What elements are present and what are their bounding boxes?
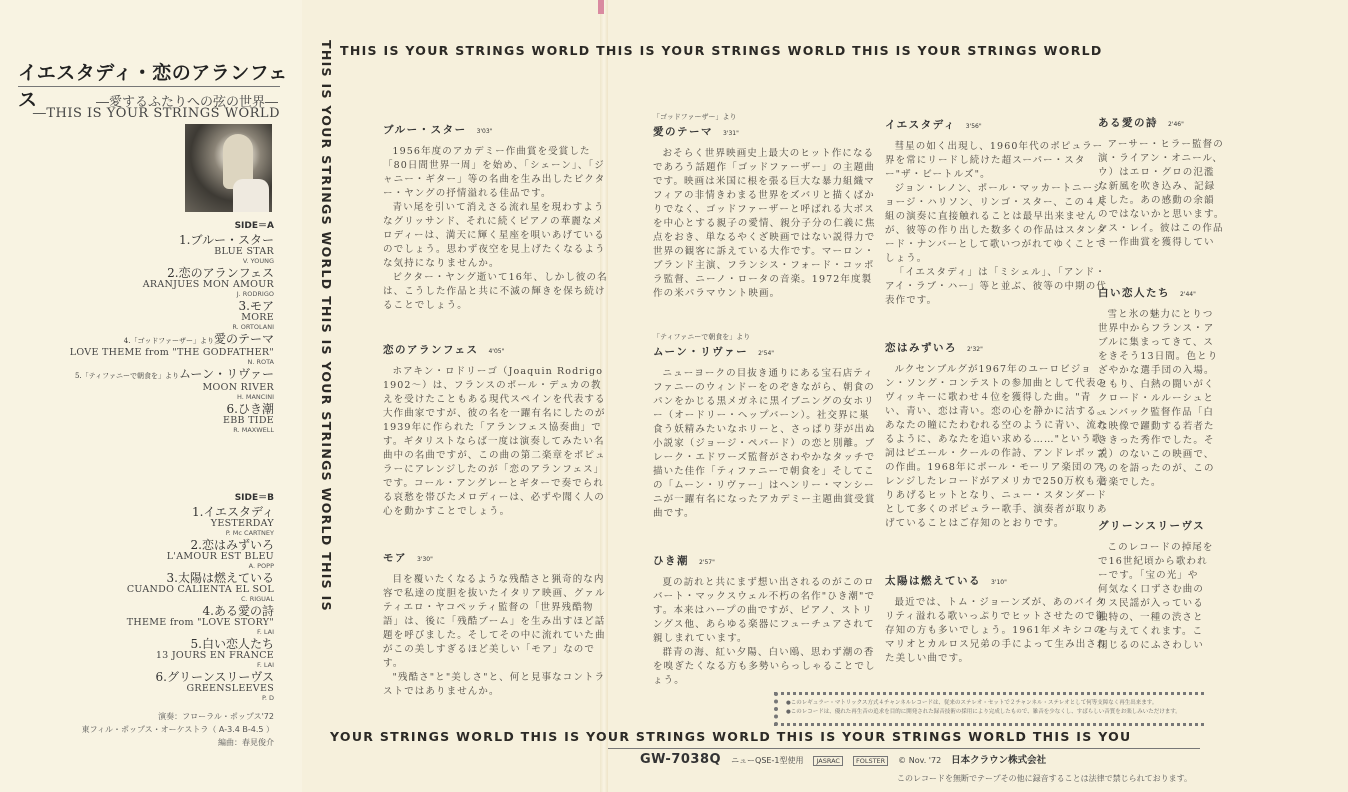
liner-note-section	[653, 332, 879, 521]
note-title-text: 白い恋人たち	[1098, 287, 1170, 299]
track-title-en: CUANDO CALIENTA EL SOL	[126, 584, 274, 595]
note-title	[1098, 285, 1348, 300]
track-title-en: 13 JOURS EN FRANCE	[155, 650, 274, 661]
note-paragraph: ました。あの感動の余韻	[1098, 195, 1215, 206]
note-paragraph: ブルに集まってきて、ス	[1098, 337, 1215, 348]
note-title-text: 愛のテーマ	[653, 126, 713, 138]
note-title-text: モア	[383, 552, 407, 564]
track-title-jp	[0, 333, 274, 348]
publisher: 日本クラウン株式会社	[951, 755, 1047, 766]
note-duration: 3'03"	[476, 128, 493, 135]
liner-note-section	[383, 122, 609, 313]
note-paragraph: 最近では、トム・ジョーンズが、あのバイタリティ溢れる歌いっぷりでヒットさせたので御存知の方も多いでしょう。1961年メキシコのマリオとカルロス兄弟の手によって生み出された美しい曲です。	[885, 597, 1108, 664]
liner-note-section	[885, 117, 1111, 308]
track-title-en: MORE	[241, 312, 274, 323]
track-item	[0, 333, 274, 366]
track-item	[0, 403, 274, 434]
track-title-en: YESTERDAY	[210, 518, 274, 529]
copyright-date: © Nov. '72	[898, 756, 942, 765]
note-paragraph: ミー作曲賞を獲得してい	[1098, 237, 1215, 248]
note-duration: 4'05"	[488, 348, 505, 355]
note-paragraph: 「イエスタディ」は「ミシェル」、「アンド・アイ・ラブ・ハー」等と並ぶ、彼等の中期の代表作です。	[885, 267, 1107, 306]
note-paragraph: をきそう13日間。色とり	[1098, 351, 1219, 362]
note-title-text: 恋はみずいろ	[885, 342, 957, 354]
note-title	[653, 553, 879, 568]
track-title: 2.恋はみずいろ	[190, 538, 274, 552]
credit-line: 東フィル・ポップス・オーケストラ（ A-3.4 B-4.5 ）	[81, 725, 274, 734]
track-title-en: THEME from "LOVE STORY"	[126, 617, 274, 628]
liner-note-section	[1098, 115, 1348, 250]
note-title-text: 恋のアランフェス	[383, 344, 479, 356]
note-source-film: 「ティファニーで朝食を」より	[653, 333, 751, 341]
system-note: ニューQSE-1型使用	[731, 756, 804, 765]
note-paragraph: ュンバック監督作品「白	[1098, 407, 1214, 418]
track-composer: P. D	[261, 694, 274, 702]
title-divider	[18, 86, 280, 87]
note-duration: 2'46"	[1168, 121, 1184, 128]
performance-credits	[82, 710, 274, 749]
track-composer: P. Mc CARTNEY	[225, 529, 274, 537]
note-paragraph: シス・レイ。彼はこの作品	[1098, 223, 1224, 234]
note-paragraph: ジョン・レノン、ポール・マッカートニージョージ・ハリソン、リンゴ・スター、この４人組の演奏に直接触れることは最早出来ませんが、彼等の作り出した数多くの作品はスタンダード・ナンバーとして歌いつがれてゆくことでしょう。	[885, 183, 1108, 264]
track-source-film: 5.「ティファニーで朝食を」より	[74, 372, 179, 380]
track-title: 5.白い恋人たち	[190, 637, 274, 651]
note-title	[885, 117, 1111, 132]
note-title-text: グリーンスリーヴス	[1098, 520, 1206, 532]
jasrac-mark: JASRAC	[813, 756, 843, 766]
note-paragraph: このレコードの掉尾を	[1107, 542, 1214, 553]
note-paragraph: 群青の海、紅い夕陽、白い鴎、思わず潮の香を嗅ぎたくなる方も多勢いらっしゃることでしょう。	[653, 647, 876, 686]
liner-note-section	[885, 340, 1111, 531]
track-title-en: MOON RIVER	[202, 382, 274, 393]
note-paragraph: ホアキン・ロドリーゴ（Joaquin Rodrigo 1902〜）は、フランスのポール・デュカの教えを受けたこともある現代スペインを代表する大作曲家ですが、彼の名を一躍有名にしたのが1939年に作られた「アランフェス協奏曲」です。ギタリストならば一度は演奏してみたい名曲中の名曲ですが、この曲の第二楽章をポピュラーにアレンジしたのが「恋のアランフェス」です。コール・アングレーとギターで奏でられる哀愁を帯びたメロディーは、必ずや聞く人の心を動かすことでしょう。	[383, 366, 606, 517]
track-title: 1.ブルー・スター	[179, 233, 274, 247]
note-paragraph: で16世紀頃から歌われ	[1098, 556, 1208, 567]
track-item	[0, 267, 274, 298]
note-title-text: ある愛の詩	[1098, 117, 1158, 129]
note-title	[383, 342, 609, 357]
credit-line: 演奏：フローラル・ポップス'72	[158, 712, 274, 721]
track-title-en: ARANJUES MON AMOUR	[142, 279, 274, 290]
track-item	[0, 572, 274, 603]
footer-divider	[608, 748, 1200, 749]
note-paragraph: 雪と氷の魅力にとりつ	[1107, 309, 1214, 320]
track-composer: F. LAI	[257, 661, 274, 669]
note-paragraph: ともり、白熱の闘いがく	[1098, 379, 1215, 390]
liner-note-section	[1098, 285, 1348, 490]
credit-line: 編曲：春見俊介	[218, 738, 274, 747]
track-title-jp	[0, 300, 274, 313]
note-paragraph: 演・ライアン・オニール、	[1098, 153, 1223, 164]
liner-note-section	[653, 112, 879, 301]
note-paragraph: ルクセンブルグが1967年のユーロビジョン・ソング・コンテストの参加曲として代表のヴィッキーに歌わせ４位を獲得した曲。"青い、青い、恋は青い。恋の心を静かに沽する。あなたの瞳にたわむれる空のように青い、流れるように、あなたを追い求める……"という歌詞はピエール・クールの作詩、アンドレポップの作曲。1968年にポール・モーリア楽団のアレンジしたレコードがアメリカで250万枚も売りあげるヒットとなり、ニュー・スタンダードとして多くのポピュラー歌手、演奏者が取りあげていることはご存知のとおりです。	[885, 364, 1108, 529]
note-paragraph: 独特の、一種の渋さと	[1098, 612, 1204, 623]
track-item	[0, 671, 274, 702]
note-paragraph: 世界中からフランス・ア	[1098, 323, 1215, 334]
copyright-warning: このレコードを無断でテープその他に録音することは法律で禁じられております。	[897, 774, 1192, 783]
note-paragraph: リス民謡が入っている	[1098, 598, 1204, 609]
note-paragraph: な新風を吹き込み、記録	[1098, 181, 1216, 192]
track-title-en: BLUE STAR	[214, 246, 274, 257]
liner-note-section	[383, 342, 609, 519]
track-composer: R. ORTOLANI	[232, 323, 274, 331]
quadraphonic-notice	[774, 692, 1204, 726]
note-paragraph: 彗星の如く出現し、1960年代のポピュラー界を常にリードし続けた超スーパー・スター"ザ・ビートルズ"。	[885, 141, 1104, 180]
track-item	[0, 539, 274, 570]
note-paragraph: ざやかな選手団の入場。	[1098, 365, 1215, 376]
tracklist-panel	[0, 0, 302, 792]
liner-notes-cropped-column	[1090, 100, 1225, 690]
note-paragraph: "残酷さ"と"美しさ"と、何と見事なコントラストではありませんか。	[383, 672, 606, 697]
note-title	[1098, 115, 1348, 130]
note-duration: 2'32"	[967, 346, 983, 353]
note-paragraph: 青い尾を引いて消えさる流れ星を現わすようなグリッサンド、それに続くピアノの華麗なメロディーは、満天に輝く星座を唄いあげているのでしょう。思わず夜空を見上げたくなるような気持になりませんか。	[383, 202, 606, 269]
track-item	[0, 368, 274, 401]
note-duration: 3'10"	[991, 579, 1007, 586]
note-paragraph: 1956年度のアカデミー作曲賞を受賞した「80日間世界一周」を始め、「シェーン」、「ジャニー・ギター」等の名曲を生み出したビクター・ヤングの抒情溢れる佳品です。	[383, 146, 606, 199]
note-source-film: 「ゴッドファーザー」より	[653, 113, 737, 121]
liner-note-section	[885, 573, 1111, 666]
track-title: 6.グリーンスリーヴス	[155, 670, 274, 684]
fold-mark	[598, 0, 604, 14]
footer	[640, 752, 1046, 767]
note-title	[1098, 518, 1348, 533]
track-title-en: LOVE THEME from "THE GODFATHER"	[69, 347, 274, 358]
side-b-label: SIDE＝B	[234, 493, 274, 503]
notice-line: ●このレコードは、優れた再生音の追求を目的に開発された録音技術の採用により完成したもので、雑音を少なくし、すばらしい音質をお楽しみいただけます。	[786, 709, 1181, 715]
note-paragraph: 何気なく口ずさむ曲の	[1098, 584, 1205, 595]
note-title-text: イエスタディ	[885, 119, 956, 131]
note-paragraph: ききった秀作でした。そ	[1098, 435, 1215, 446]
banner-top: THIS IS YOUR STRINGS WORLD THIS IS YOUR STRINGS WORLD THIS IS YOUR STRINGS WORLD	[340, 43, 1103, 58]
banner-bottom: YOUR STRINGS WORLD THIS IS YOUR STRINGS WORLD THIS IS YOUR STRINGS WORLD THIS IS YOU	[330, 729, 1132, 744]
track-title-en: GREENSLEEVES	[186, 683, 274, 694]
side-b-tracklist	[0, 506, 274, 704]
note-paragraph: アーサー・ヒラー監督の	[1107, 139, 1224, 150]
cover-photo	[185, 124, 272, 212]
catalog-number: GW-7038Q	[640, 752, 722, 767]
note-title	[383, 550, 609, 565]
liner-note-section	[1098, 518, 1348, 653]
note-title	[885, 573, 1111, 588]
track-composer: R. MAXWELL	[233, 426, 274, 434]
note-paragraph: ーです。「宝の光」や	[1098, 570, 1199, 581]
track-item	[0, 605, 274, 636]
track-composer: H. MANCINI	[236, 393, 274, 401]
album-title: イエスタディ・恋のアランフェス	[18, 62, 288, 111]
note-paragraph: のではないかと思います。	[1098, 209, 1225, 220]
album-subtitle-jp: ―愛するふたりへの弦の世界―	[95, 95, 278, 110]
track-item	[0, 234, 274, 265]
track-title: 4.ある愛の詩	[202, 604, 274, 618]
track-title-en: EBB TIDE	[223, 415, 274, 426]
notice-line: ●このレギュラー・マトリックス方式４チャンネルレコードは、従来のステレオ・セットで２チャンネル・ステレオとして何等支障なく再生出来ます。	[786, 700, 1158, 706]
note-title	[885, 340, 1111, 355]
track-item	[0, 638, 274, 669]
note-duration: 2'44"	[1180, 291, 1196, 298]
note-duration: 3'30"	[417, 556, 433, 563]
note-duration: 2'54"	[758, 350, 775, 357]
note-title-text: ブルー・スター	[383, 124, 467, 136]
note-duration: 3'31"	[723, 130, 739, 137]
side-a-label: SIDE＝A	[234, 221, 274, 231]
track-composer: C. RIGUAL	[241, 595, 274, 603]
note-paragraph: 夏の訪れと共にまず想い出されるのがこのロバート・マックスウェル不朽の名作"ひき潮"です。本来はハープの曲ですが、ピアノ、ストリングス他、あらゆる楽器にフューチュアされて親しまれています。	[653, 577, 876, 644]
track-composer: J. RODRIGO	[236, 290, 274, 298]
track-source-film: 4.「ゴッドファーザー」より	[123, 337, 214, 345]
track-composer: V. YOUNG	[242, 257, 274, 265]
note-title	[653, 344, 879, 359]
track-composer: A. POPP	[248, 562, 274, 570]
track-title: 1.イエスタディ	[191, 505, 274, 519]
track-item	[0, 300, 274, 331]
banner-vertical: THIS IS YOUR STRINGS WORLD THIS IS YOUR STRINGS WORLD THIS IS	[319, 40, 334, 612]
track-title: 6.ひき潮	[226, 402, 274, 416]
note-paragraph: 説）のないこの映画で、	[1098, 449, 1215, 460]
track-title: 3.太陽は燃えている	[166, 571, 274, 585]
note-paragraph: ウ）はエロ・グロの氾濫	[1098, 167, 1215, 178]
track-title: 3.モア	[238, 299, 274, 313]
track-composer: N. ROTA	[247, 358, 274, 366]
side-a-tracklist	[0, 234, 274, 436]
note-paragraph: ニューヨークの目抜き通りにある宝石店ティファニーのウィンドーをのぞきながら、朝食のパンをかじる黒メガネに黒イブニングの女ホリー（オードリー・ヘップバーン）。社交界に巣食う妖精みたいなホリーと、さっぱり芽が出ぬ小説家（ジョージ・ペパード）の恋と別離。ブレーク・エドワーズ監督がさわやかなタッチで描いた佳作「ティファニーで朝食を」そしてこの「ムーン・リヴァー」はヘンリー・マンシーニが一躍有名になったアカデミー主題曲賞受賞曲です。	[653, 368, 876, 519]
note-paragraph: 閉じるのにふさわしい	[1098, 640, 1205, 651]
track-title-jp	[0, 368, 274, 383]
track-title: 愛のテーマ	[213, 332, 274, 346]
note-paragraph: ビクター・ヤング逝いて16年、しかし彼の名は、こうした作品と共に不滅の輝きを保ち続けることでしょう。	[383, 272, 608, 311]
track-title: 2.恋のアランフェス	[167, 266, 274, 280]
note-paragraph: を与えてくれます。こ	[1098, 626, 1204, 637]
note-paragraph: な映像で躍動する若者た	[1098, 421, 1215, 432]
note-title-text: ムーン・リヴァー	[653, 346, 749, 358]
note-paragraph: 音楽でした。	[1098, 477, 1162, 488]
liner-note-section	[383, 550, 609, 699]
note-title-text: 太陽は燃えている	[885, 575, 981, 587]
note-title	[653, 124, 879, 139]
note-title	[383, 122, 609, 137]
folster-mark: FOLSTER	[853, 756, 888, 766]
track-title: ムーン・リヴァー	[178, 367, 274, 381]
note-paragraph: おそらく世界映画史上最大のヒット作になるであろう話題作「ゴッドファーザー」の主題曲です。映画は米国に根を張る巨大な暴力組織マフィアの非情きわまる世界をズバリと描くばかりでなく、ゴッドファーザーと呼ばれる大ボスを中心とする親子の愛情、親分子分の仁義に焦点をおき、単なるやくざ映画ではない説得力で世界の観客に訴えている大作です。マーロン・ブランド主演、フランシス・フォード・コッポラ監督、ニーノ・ロータの音楽。1972年度製作の米パラマウント映画。	[653, 148, 876, 299]
note-duration: 2'57"	[699, 559, 715, 566]
track-composer: F. LAI	[257, 628, 274, 636]
note-paragraph: 目を覆いたくなるような残酷さと猟奇的な内容で私達の度胆を抜いたイタリア映画、グァルティエロ・ヤコペッティ監督の「世界残酷物語」は、後に「残酷ブーム」を生み出すほど話題を呼びました。そしてその中に流れていた曲がこの美しすぎるほど美しい「モア」なのです。	[383, 574, 606, 669]
track-title-en: L'AMOUR EST BLEU	[166, 551, 274, 562]
liner-note-section	[653, 553, 879, 688]
album-subtitle-en: ―THIS IS YOUR STRINGS WORLD	[32, 106, 280, 121]
track-item	[0, 506, 274, 537]
note-paragraph: クロード・ルルーシュと	[1098, 393, 1214, 404]
note-title-text: ひき潮	[653, 555, 689, 567]
note-duration: 3'56"	[965, 123, 982, 130]
note-paragraph: ものを語ったのが、この	[1098, 463, 1215, 474]
